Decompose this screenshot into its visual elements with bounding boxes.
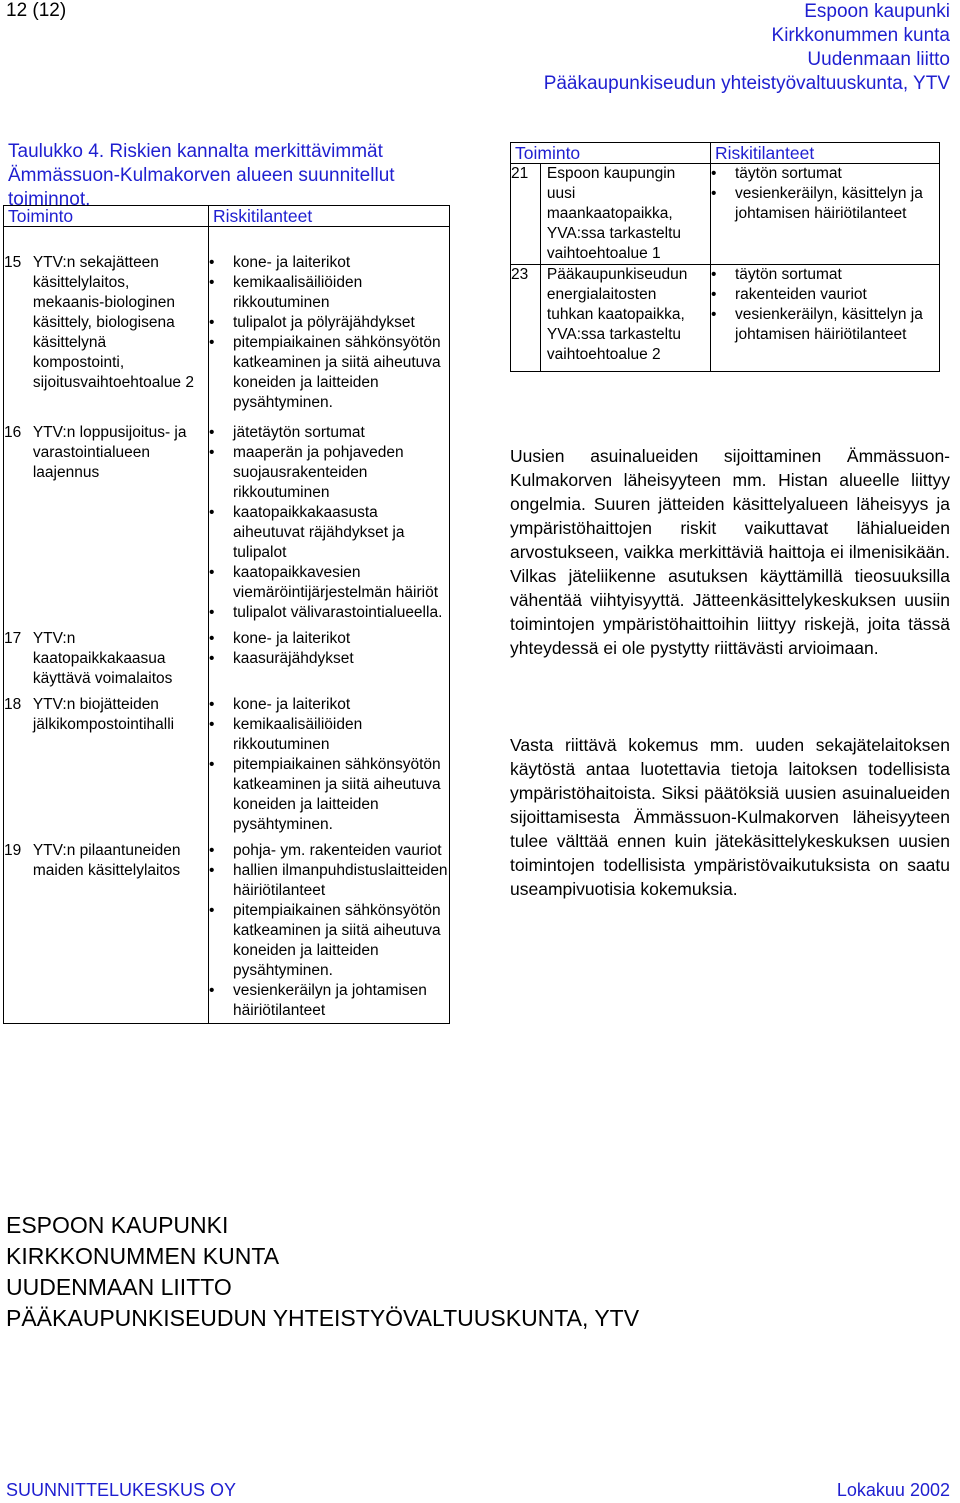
risk-item: • vesienkeräilyn ja johtamisen häiriötilanteet	[209, 981, 449, 1021]
risk-item: • kaatopaikkavesien viemäröintijärjestelmän häiriöt	[209, 563, 449, 603]
row-activity: YTV:n sekajätteen käsittelylaitos, mekaanis-biologinen käsittely, biologisena käsittelynä kompostointi, sijoitusvaihtoehtoalue 2	[33, 227, 209, 424]
risk-table-right	[510, 142, 940, 372]
risk-item: • jätetäytön sortumat	[209, 423, 449, 443]
risk-item: • vesienkeräilyn, käsittelyn ja johtamisen häiriötilanteet	[711, 184, 939, 224]
row-risks	[209, 689, 450, 835]
risk-item: • tulipalot välivarastointialueella.	[209, 603, 449, 623]
row-activity: Espoon kaupungin uusi maankaatopaikka, YVA:ssa tarkasteltu vaihtoehtoalue 1	[540, 164, 710, 265]
signature-org-1: ESPOON KAUPUNKI	[6, 1212, 229, 1238]
risk-item: • pitempiaikainen sähkönsyötön katkeaminen ja siitä aiheutuva koneiden ja laitteiden pysähtyminen.	[209, 333, 449, 413]
row-number: 15	[4, 227, 33, 424]
row-number: 23	[511, 265, 541, 372]
table-row	[4, 835, 450, 1024]
risk-item: • kaasuräjähdykset	[209, 649, 449, 669]
risk-item: • kone- ja laiterikot	[209, 629, 449, 649]
paragraph-2: Vasta riittävä kokemus mm. uuden sekajätelaitoksen käytöstä antaa luotettavia tietoja laitoksen todellisista ympäristöhaitoista. Siksi päätöksiä uusien asuinalueiden sijoittamisesta Ämmässuon-Kulmakorven läheisyyteen tulee välttää ennen kuin jätekäsittelykeskuksen uusien toimintojen todellisista ympäristövaikutuksista on saatu useampivuotisia kokemuksia.	[510, 735, 950, 899]
table-row	[511, 265, 940, 372]
row-number: 21	[511, 164, 541, 265]
risk-item: • täytön sortumat	[711, 164, 939, 184]
table-row	[4, 227, 450, 424]
risk-item: • kaatopaikkakaasusta aiheutuvat räjähdykset ja tulipalot	[209, 503, 449, 563]
col-header-activity: Toiminto	[511, 143, 711, 164]
risk-item: • kone- ja laiterikot	[209, 695, 449, 715]
risk-item: • maaperän ja pohjaveden suojausrakenteiden rikkoutuminen	[209, 443, 449, 503]
row-risks	[209, 835, 450, 1024]
risk-item: • täytön sortumat	[711, 265, 939, 285]
header-organizations	[544, 0, 950, 96]
row-risks	[209, 623, 450, 689]
page-number: 12 (12)	[6, 0, 67, 21]
risk-item: • kone- ja laiterikot	[209, 253, 449, 273]
footer-date: Lokakuu 2002	[836, 1480, 950, 1500]
paragraph-1: Uusien asuinalueiden sijoittaminen Ämmässuon-Kulmakorven läheisyyteen mm. Histan alueelle liittyy ongelmia. Suuren jätteiden käsittelyalueen läheisyys ja ympäristöhaittojen riskit vaikuttavat lähialueiden arvostukseen, vaikka merkittäviä haittoja ei ilmenisikään. Vilkas jäteliikenne asutuksen käyttämillä tieosuuksilla vähentää viihtyisyyttä. Jätteenkäsittelykeskuksen uusiin toimintojen ympäristöhaittoihin liittyy riskejä, joita tässä yhteydessä ei ole pystytty riittävästi arvioimaan.	[510, 446, 950, 658]
table-row	[511, 164, 940, 265]
row-risks	[711, 265, 940, 372]
row-activity: YTV:n kaatopaikkakaasua käyttävä voimalaitos	[33, 623, 209, 689]
risk-item: • kemikaalisäiliöiden rikkoutuminen	[209, 273, 449, 313]
row-activity: Pääkaupunkiseudun energialaitosten tuhkan kaatopaikka, YVA:ssa tarkasteltu vaihtoehtoalue 2	[540, 265, 710, 372]
signature-org-4: PÄÄKAUPUNKISEUDUN YHTEISTYÖVALTUUSKUNTA, YTV	[6, 1305, 640, 1331]
col-header-activity: Toiminto	[4, 206, 209, 227]
table-row	[4, 689, 450, 835]
row-activity: YTV:n biojätteiden jälkikompostointihalli	[33, 689, 209, 835]
row-risks	[711, 164, 940, 265]
table-row	[4, 623, 450, 689]
row-risks	[209, 423, 450, 623]
row-number: 19	[4, 835, 33, 1024]
risk-item: • rakenteiden vauriot	[711, 285, 939, 305]
row-risks	[209, 227, 450, 424]
signature-org-2: KIRKKONUMMEN KUNTA	[6, 1243, 280, 1269]
signature-block	[6, 1210, 639, 1334]
header-org-3: Uudenmaan liitto	[807, 49, 950, 70]
header-org-2: Kirkkonummen kunta	[771, 25, 950, 46]
row-number: 17	[4, 623, 33, 689]
risk-item: • pitempiaikainen sähkönsyötön katkeaminen ja siitä aiheutuva koneiden ja laitteiden pysähtyminen.	[209, 755, 449, 835]
risk-table-left	[3, 205, 450, 1024]
row-activity: YTV:n loppusijoitus- ja varastointialueen laajennus	[33, 423, 209, 623]
header-org-1: Espoon kaupunki	[804, 1, 950, 22]
header-org-4: Pääkaupunkiseudun yhteistyövaltuuskunta, YTV	[543, 73, 950, 94]
risk-item: • hallien ilmanpuhdistuslaitteiden häiriötilanteet	[209, 861, 449, 901]
row-activity: YTV:n pilaantuneiden maiden käsittelylaitos	[33, 835, 209, 1024]
risk-item: • pohja- ym. rakenteiden vauriot	[209, 841, 449, 861]
footer-company: SUUNNITTELUKESKUS OY	[6, 1480, 237, 1500]
risk-item: • tulipalot ja pölyräjähdykset	[209, 313, 449, 333]
row-number: 18	[4, 689, 33, 835]
col-header-risks: Riskitilanteet	[209, 206, 450, 227]
signature-org-3: UUDENMAAN LIITTO	[6, 1274, 232, 1300]
col-header-risks: Riskitilanteet	[711, 143, 940, 164]
risk-item: • vesienkeräilyn, käsittelyn ja johtamisen häiriötilanteet	[711, 305, 939, 345]
row-number: 16	[4, 423, 33, 623]
risk-item: • pitempiaikainen sähkönsyötön katkeaminen ja siitä aiheutuva koneiden ja laitteiden pysähtyminen.	[209, 901, 449, 981]
risk-item: • kemikaalisäiliöiden rikkoutuminen	[209, 715, 449, 755]
table-caption: Taulukko 4. Riskien kannalta merkittävimmät Ämmässuon-Kulmakorven alueen suunnitellut toiminnot.	[8, 141, 395, 210]
table-row	[4, 423, 450, 623]
